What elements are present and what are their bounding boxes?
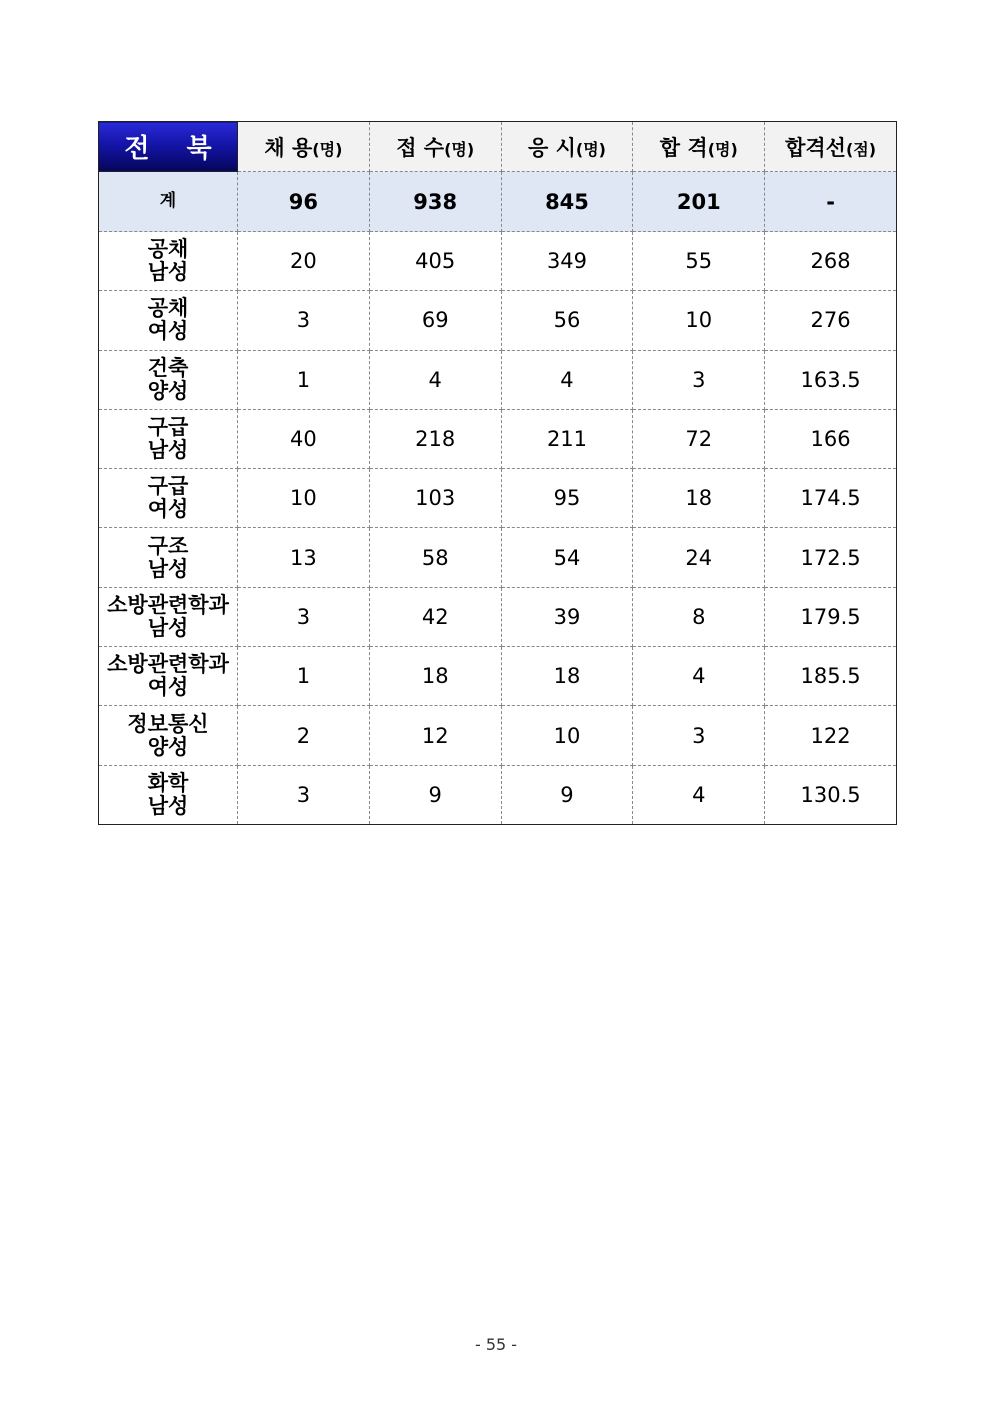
table-cell: 4 (633, 765, 765, 824)
region-header: 전 북 (99, 122, 238, 172)
recruitment-statistics-table (98, 121, 897, 825)
total-cell: 96 (238, 172, 370, 232)
table-cell: 1 (238, 647, 370, 706)
category-label (99, 706, 238, 765)
table-cell: 58 (369, 528, 501, 587)
table-row (99, 528, 897, 587)
category-name: 정보통신 (127, 711, 209, 736)
table-cell: 3 (238, 291, 370, 350)
category-gender: 여성 (147, 675, 189, 700)
table-cell: 9 (369, 765, 501, 824)
table-cell: 13 (238, 528, 370, 587)
table-row (99, 647, 897, 706)
column-header-unit: (명) (444, 139, 475, 159)
table-cell: 179.5 (765, 587, 897, 646)
table-cell: 8 (633, 587, 765, 646)
table-cell: 172.5 (765, 528, 897, 587)
table-cell: 39 (501, 587, 633, 646)
total-cell: - (765, 172, 897, 232)
table-cell: 3 (633, 350, 765, 409)
header-row (99, 122, 897, 172)
category-name: 구급 (147, 474, 189, 499)
table-cell: 211 (501, 409, 633, 468)
table-cell: 18 (501, 647, 633, 706)
category-name: 화학 (147, 770, 189, 795)
table-cell: 18 (369, 647, 501, 706)
category-gender: 남성 (147, 615, 189, 640)
category-label (99, 409, 238, 468)
category-gender: 남성 (147, 556, 189, 581)
column-header-hired (238, 122, 370, 172)
category-gender: 여성 (147, 497, 189, 522)
category-label (99, 469, 238, 528)
category-gender: 남성 (147, 793, 189, 818)
category-name: 소방관련학과 (107, 652, 229, 677)
table-cell: 56 (501, 291, 633, 350)
column-header-label: 합격선 (785, 135, 846, 160)
table-row (99, 409, 897, 468)
table-cell: 268 (765, 232, 897, 291)
category-gender: 양성 (147, 378, 189, 403)
total-cell: 938 (369, 172, 501, 232)
table-cell: 4 (501, 350, 633, 409)
table-cell: 185.5 (765, 647, 897, 706)
table-cell: 130.5 (765, 765, 897, 824)
column-header-examined (501, 122, 633, 172)
table-cell: 4 (633, 647, 765, 706)
table-cell: 4 (369, 350, 501, 409)
table-cell: 163.5 (765, 350, 897, 409)
page-number: - 55 - (474, 1335, 518, 1354)
category-label (99, 291, 238, 350)
table-cell: 10 (633, 291, 765, 350)
table-row (99, 587, 897, 646)
table-row (99, 765, 897, 824)
table-cell: 3 (238, 765, 370, 824)
column-header-unit: (명) (575, 139, 606, 159)
table-cell: 3 (238, 587, 370, 646)
table-row (99, 232, 897, 291)
table-cell: 20 (238, 232, 370, 291)
table-cell: 10 (501, 706, 633, 765)
table-cell: 122 (765, 706, 897, 765)
category-gender: 양성 (147, 734, 189, 759)
column-header-label: 접 수 (396, 135, 445, 160)
column-header-label: 채 용 (264, 135, 313, 160)
column-header-unit: (명) (312, 139, 343, 159)
column-header-label: 응 시 (528, 135, 576, 160)
column-header-cutoff (765, 122, 897, 172)
table-cell: 9 (501, 765, 633, 824)
table-row (99, 469, 897, 528)
table-row (99, 350, 897, 409)
category-label (99, 647, 238, 706)
category-name: 소방관련학과 (107, 592, 229, 617)
total-cell: 201 (633, 172, 765, 232)
table-cell: 405 (369, 232, 501, 291)
category-label (99, 587, 238, 646)
table-cell: 72 (633, 409, 765, 468)
table-cell: 103 (369, 469, 501, 528)
table-cell: 69 (369, 291, 501, 350)
category-name: 건축 (147, 355, 189, 380)
total-row (99, 172, 897, 232)
table-cell: 174.5 (765, 469, 897, 528)
category-gender: 여성 (147, 319, 189, 344)
table-cell: 166 (765, 409, 897, 468)
table-cell: 1 (238, 350, 370, 409)
column-header-label: 합 격 (659, 135, 708, 160)
category-name: 구급 (147, 415, 189, 440)
column-header-unit: (점) (845, 139, 877, 159)
column-header-unit: (명) (707, 139, 738, 159)
table-cell: 24 (633, 528, 765, 587)
category-name: 공채 (147, 296, 189, 321)
column-header-applied (369, 122, 501, 172)
table-row (99, 291, 897, 350)
table-cell: 218 (369, 409, 501, 468)
category-name: 구조 (147, 533, 189, 558)
table-cell: 349 (501, 232, 633, 291)
table-cell: 40 (238, 409, 370, 468)
category-name: 공채 (147, 237, 189, 262)
category-label (99, 528, 238, 587)
category-gender: 남성 (147, 438, 189, 463)
table-cell: 3 (633, 706, 765, 765)
table-cell: 42 (369, 587, 501, 646)
column-header-passed (633, 122, 765, 172)
table-cell: 18 (633, 469, 765, 528)
table-row (99, 706, 897, 765)
category-label (99, 232, 238, 291)
table-cell: 2 (238, 706, 370, 765)
table-cell: 276 (765, 291, 897, 350)
total-cell: 845 (501, 172, 633, 232)
table-cell: 12 (369, 706, 501, 765)
table-cell: 54 (501, 528, 633, 587)
table-cell: 55 (633, 232, 765, 291)
category-gender: 남성 (147, 260, 189, 285)
category-label (99, 350, 238, 409)
table-cell: 95 (501, 469, 633, 528)
category-label (99, 765, 238, 824)
table-cell: 10 (238, 469, 370, 528)
total-label: 계 (99, 172, 238, 232)
